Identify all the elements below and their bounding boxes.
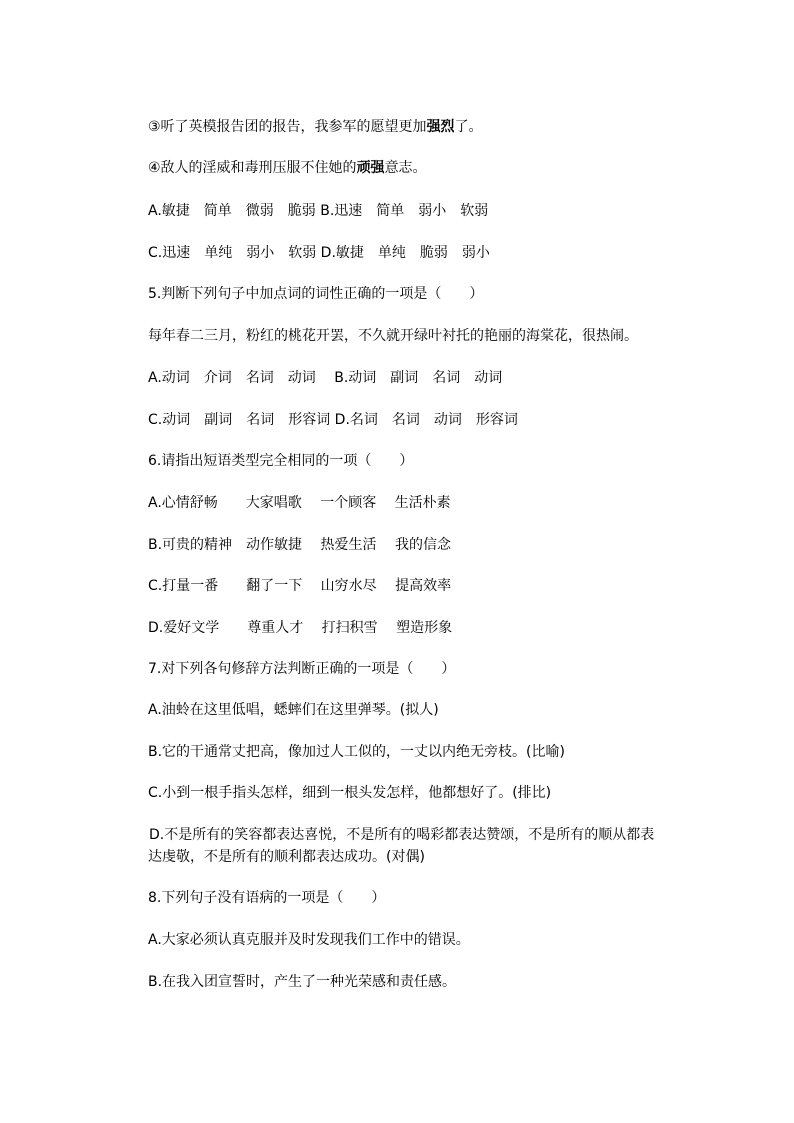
q6-question: 6.请指出短语类型完全相同的一项（ ）: [148, 453, 414, 469]
q7-option-c: C.小到一根手指头怎样，细到一根头发怎样，他都想好了。(排比): [148, 785, 552, 801]
q7-question: 7.对下列各句修辞方法判断正确的一项是（ ）: [148, 661, 456, 677]
q7-option-d: D.不是所有的笑容都表达喜悦，不是所有的喝彩都表达赞颂，不是所有的顺从都表达虔敬，不是所有的顺利都表达成功。(对偶): [148, 827, 655, 865]
q5-option-ab: A.动词 介词 名词 动词 B.动词 副词 名词 动词: [148, 370, 503, 386]
q7-option-a: A.油蛉在这里低唱，蟋蟀们在这里弹琴。(拟人): [148, 702, 439, 718]
sentence-4: [148, 160, 427, 176]
q6-option-c: C.打量一番 翻了一下 山穷水尽 提高效率: [148, 578, 452, 594]
q4-option-cd: C.迅速 单纯 弱小 软弱 D.敏捷 单纯 脆弱 弱小: [148, 245, 490, 261]
text: 了。: [454, 119, 483, 135]
q8-option-a: A.大家必须认真克服并及时发现我们工作中的错误。: [148, 932, 470, 948]
text: 意志。: [384, 160, 427, 176]
bold-word: 强烈: [426, 119, 455, 135]
q5-option-cd: C.动词 副词 名词 形容词 D.名词 名词 动词 形容词: [148, 412, 518, 428]
q8-question: 8.下列句子没有语病的一项是（ ）: [148, 890, 386, 906]
bold-word: 顽强: [356, 160, 385, 176]
q6-option-a: A.心情舒畅 大家唱歌 一个顾客 生活朴素: [148, 495, 451, 511]
q7-option-b: B.它的干通常丈把高，像加过人工似的，一丈以内绝无旁枝。(比喻): [148, 744, 565, 760]
q4-option-ab: A.敏捷 简单 微弱 脆弱 B.迅速 简单 弱小 软弱: [148, 203, 489, 219]
q6-option-b: B.可贵的精神 动作敏捷 热爱生活 我的信念: [148, 537, 451, 553]
q6-option-d: D.爱好文学 尊重人才 打扫积雪 塑造形象: [148, 620, 453, 636]
text: ④敌人的淫威和毒刑压服不住她的: [148, 160, 357, 176]
sentence-3: [148, 119, 483, 135]
q5-sentence: 每年春二三月，粉红的桃花开罢，不久就开绿叶衬托的艳丽的海棠花，很热闹。: [148, 328, 638, 344]
q5-question: 5.判断下列句子中加点词的词性正确的一项是（ ）: [148, 286, 484, 302]
text: ③听了英模报告团的报告，我参军的愿望更加: [148, 119, 427, 135]
q8-option-b: B.在我入团宣誓时，产生了一种光荣感和责任感。: [148, 974, 457, 990]
